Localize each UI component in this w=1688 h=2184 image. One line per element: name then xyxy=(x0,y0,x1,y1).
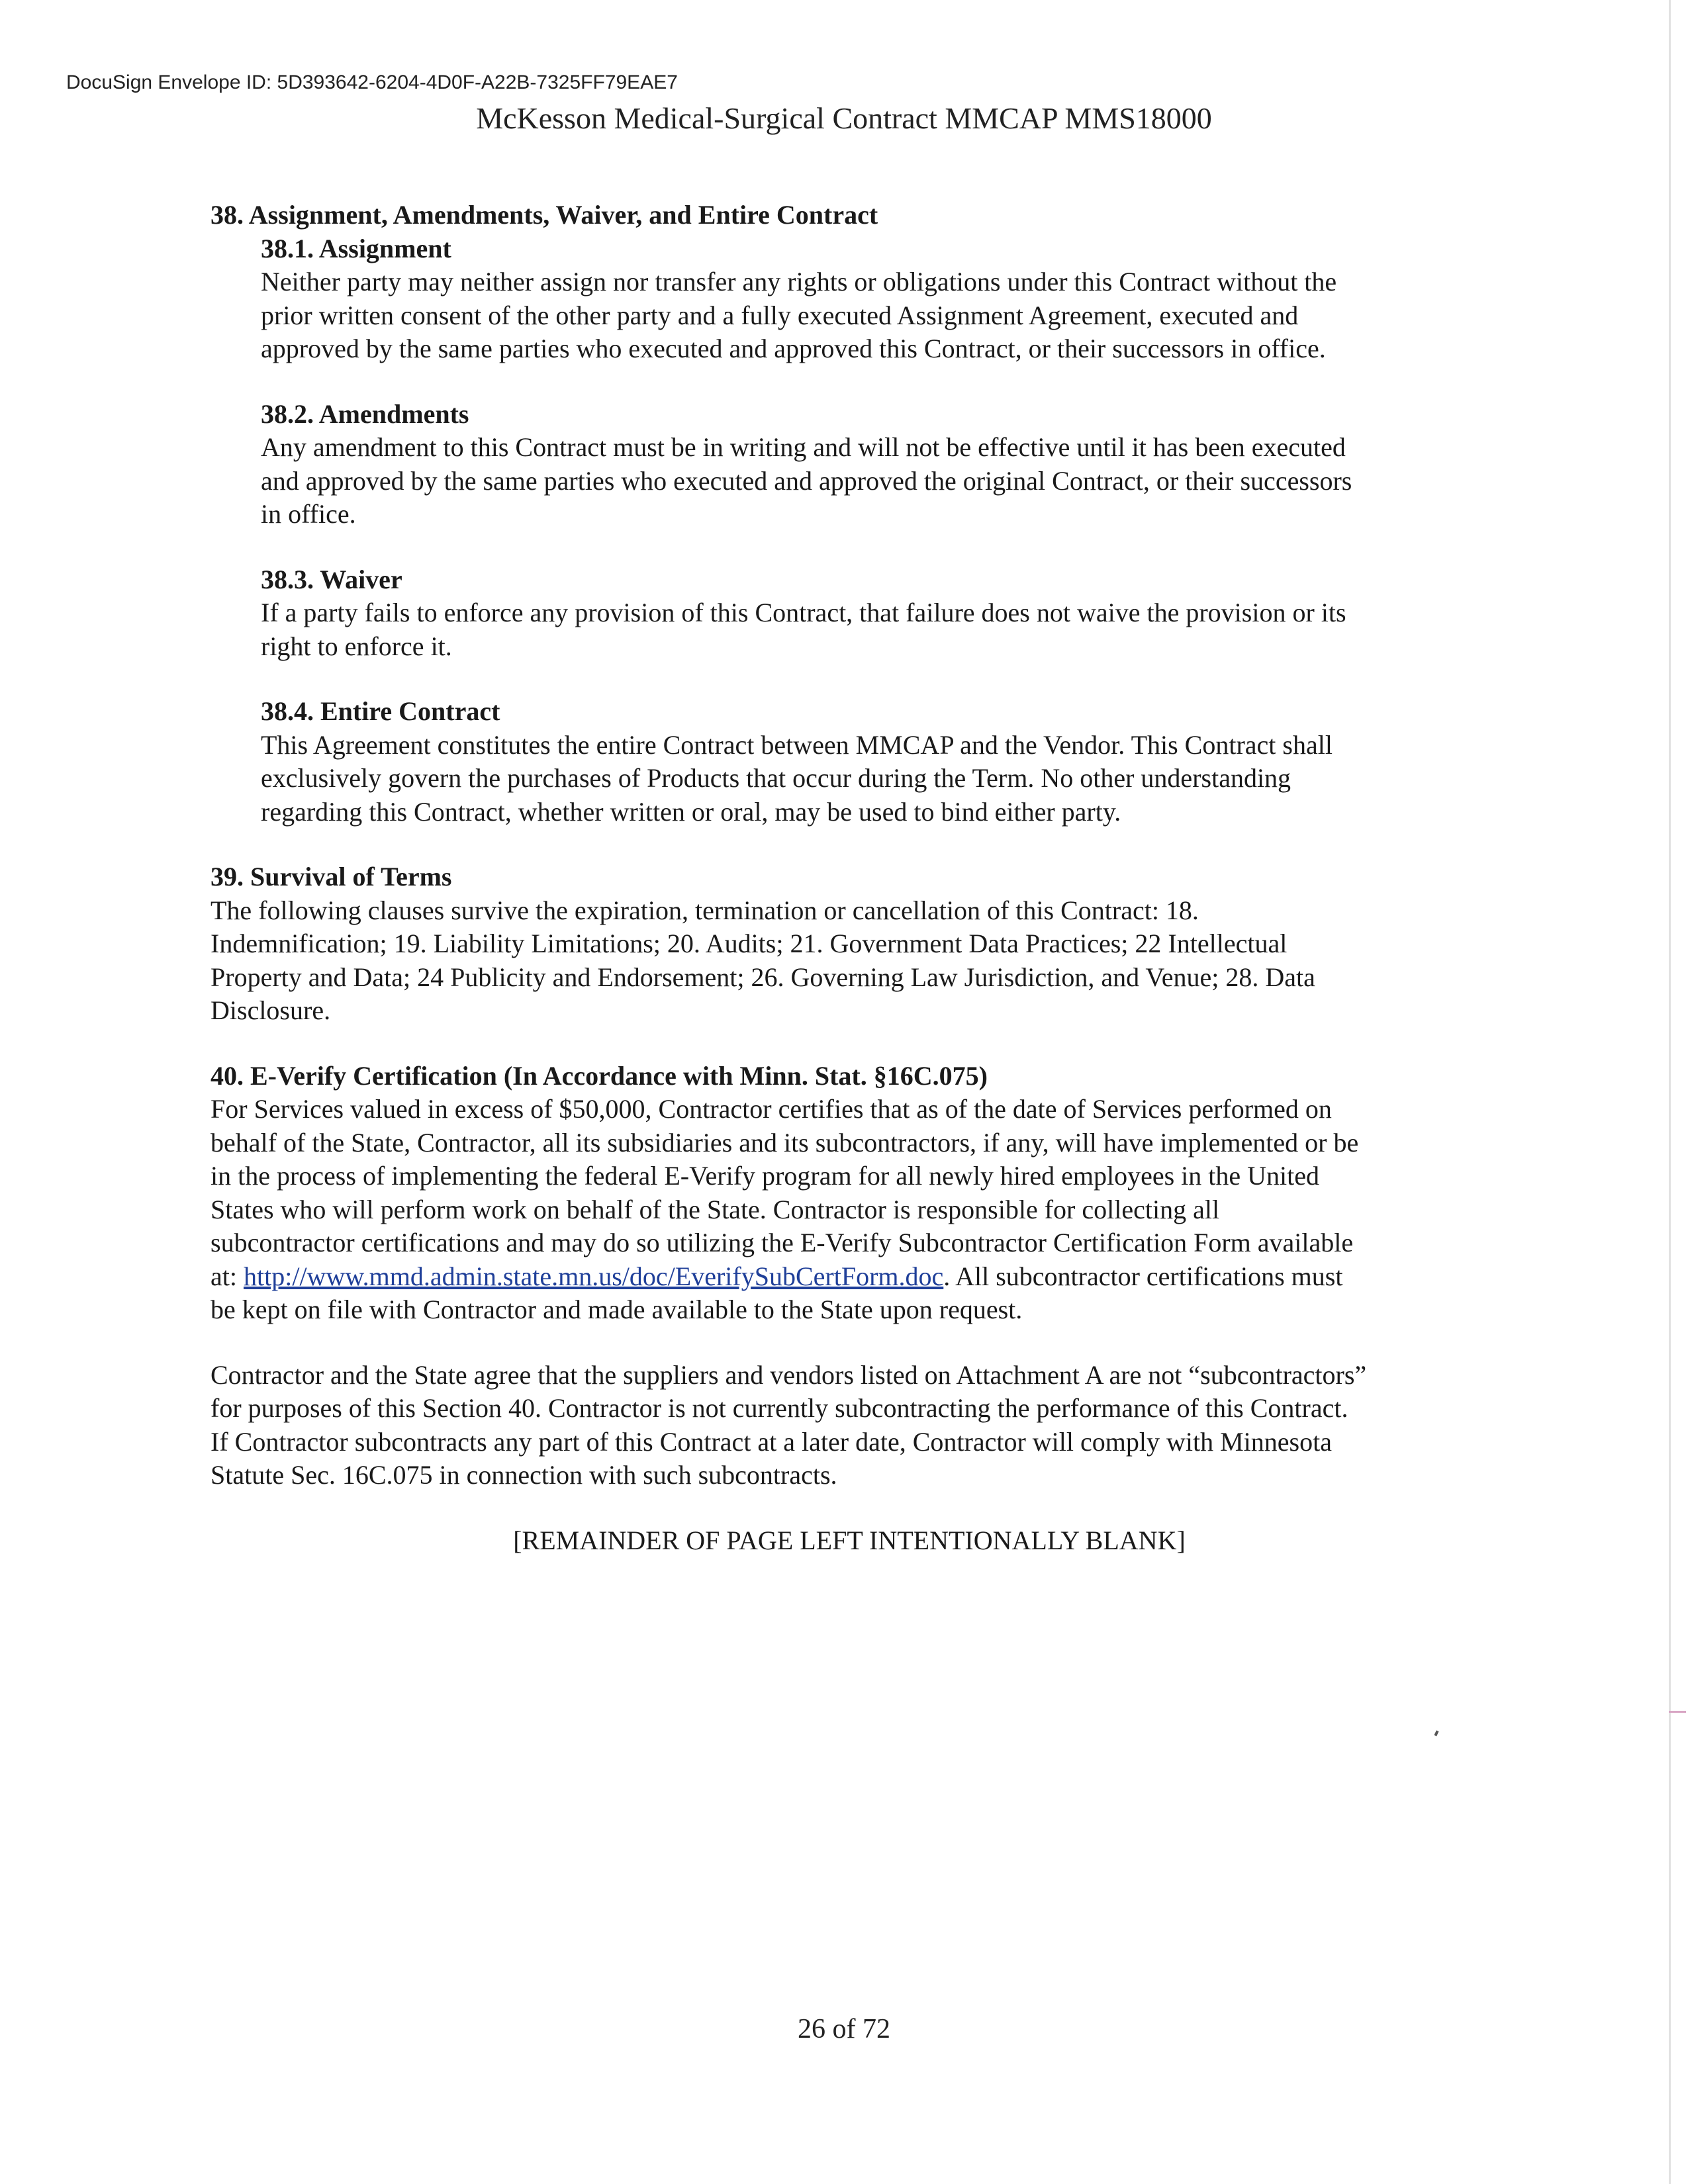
scan-edge-mark xyxy=(1669,1711,1686,1713)
text-line: for purposes of this Section 40. Contractor is not currently subcontracting the performance of this Contract. xyxy=(211,1393,1348,1423)
scan-speck xyxy=(1434,1731,1438,1737)
text-line: behalf of the State, Contractor, all its subsidiaries and its subcontractors, if any, will have implemented or be xyxy=(211,1127,1359,1158)
text-line-with-link xyxy=(211,1260,1488,1294)
text-line: approved by the same parties who executed and approved this Contract, or their successors in office. xyxy=(261,334,1326,363)
text-line: exclusively govern the purchases of Products that occur during the Term. No other understanding xyxy=(261,763,1291,793)
section-38-heading: 38. Assignment, Amendments, Waiver, and Entire Contract xyxy=(211,200,878,230)
link-suffix: . All subcontractor certifications must xyxy=(943,1261,1343,1291)
text-line: Any amendment to this Contract must be in writing and will not be effective until it has been executed xyxy=(261,432,1346,462)
text-line: Statute Sec. 16C.075 in connection with such subcontracts. xyxy=(211,1460,837,1490)
scan-edge-line xyxy=(1669,0,1671,2184)
text-line: in the process of implementing the federal E-Verify program for all newly hired employees in the United xyxy=(211,1161,1320,1191)
text-line: This Agreement constitutes the entire Contract between MMCAP and the Vendor. This Contract shall xyxy=(261,729,1333,760)
section-38-4-heading: 38.4. Entire Contract xyxy=(261,696,500,726)
docusign-envelope-id: DocuSign Envelope ID: 5D393642-6204-4D0F-A22B-7325FF79EAE7 xyxy=(66,71,678,93)
text-line: and approved by the same parties who executed and approved the original Contract, or their successors xyxy=(261,465,1352,496)
section-40-text xyxy=(211,1093,1488,1327)
text-line: If a party fails to enforce any provision of this Contract, that failure does not waive the provision or its xyxy=(261,598,1346,627)
link-prefix: at: xyxy=(211,1261,244,1291)
text-line: Indemnification; 19. Liability Limitations; 20. Audits; 21. Government Data Practices; 22 Intellectual xyxy=(211,929,1288,958)
text-line: States who will perform work on behalf of the State. Contractor is responsible for collecting all xyxy=(211,1194,1220,1224)
text-line: right to enforce it. xyxy=(261,631,452,661)
text-line: Contractor and the State agree that the suppliers and vendors listed on Attachment A are not “subcontractors” xyxy=(211,1359,1367,1390)
section-38-1-text xyxy=(261,265,1488,366)
text-line: The following clauses survive the expiration, termination or cancellation of this Contract: 18. xyxy=(211,895,1199,925)
remainder-blank-note: [REMAINDER OF PAGE LEFT INTENTIONALLY BLANK] xyxy=(513,1525,1186,1555)
text-line: subcontractor certifications and may do so utilizing the E-Verify Subcontractor Certification Form available xyxy=(211,1228,1354,1257)
document-body xyxy=(211,199,1488,1557)
section-38-subsections xyxy=(261,232,1488,829)
text-line: regarding this Contract, whether written or oral, may be used to bind either party. xyxy=(261,796,1121,827)
section-39-heading: 39. Survival of Terms xyxy=(211,862,452,891)
everify-form-link[interactable]: http://www.mmd.admin.state.mn.us/doc/EverifySubCertForm.doc xyxy=(243,1261,944,1291)
section-38-4-text xyxy=(261,729,1488,829)
section-38-2-text xyxy=(261,431,1488,531)
page-number: 26 of 72 xyxy=(798,2014,890,2044)
section-38-3-text xyxy=(261,596,1488,663)
text-line: Property and Data; 24 Publicity and Endorsement; 26. Governing Law Jurisdiction, and Venue; 28. Data xyxy=(211,962,1315,992)
section-40-heading: 40. E-Verify Certification (In Accordance with Minn. Stat. §16C.075) xyxy=(211,1060,988,1091)
section-40-paragraph-2 xyxy=(211,1359,1488,1492)
text-line: For Services valued in excess of $50,000, Contractor certifies that as of the date of Services performed on xyxy=(211,1094,1332,1124)
text-line: in office. xyxy=(261,499,356,529)
page-header-title: McKesson Medical-Surgical Contract MMCAP MMS18000 xyxy=(476,101,1212,135)
section-39-text xyxy=(211,894,1488,1028)
section-38-2-heading: 38.2. Amendments xyxy=(261,398,469,429)
text-line: prior written consent of the other party and a fully executed Assignment Agreement, executed and xyxy=(261,300,1299,330)
section-38-3-heading: 38.3. Waiver xyxy=(261,564,402,594)
text-line: Neither party may neither assign nor transfer any rights or obligations under this Contract without the xyxy=(261,267,1337,296)
text-line: be kept on file with Contractor and made available to the State upon request. xyxy=(211,1295,1023,1324)
text-line: Disclosure. xyxy=(211,995,331,1025)
text-line: If Contractor subcontracts any part of this Contract at a later date, Contractor will comply with Minnesota xyxy=(211,1426,1332,1457)
section-38-1-heading: 38.1. Assignment xyxy=(261,233,451,263)
